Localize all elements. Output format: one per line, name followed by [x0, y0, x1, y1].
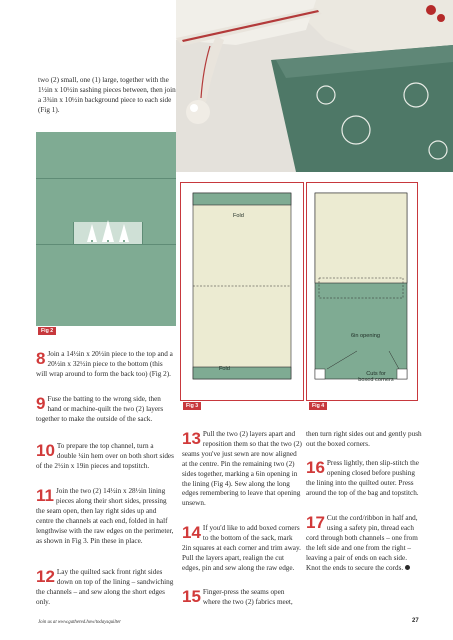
fig2-diagram — [36, 132, 176, 338]
fig2-label: Fig 2 — [38, 327, 56, 335]
step-10 — [36, 442, 174, 472]
fig3-fold-top-label: Fold — [233, 213, 244, 219]
step-number: 13 — [182, 429, 201, 448]
figure-3 — [180, 182, 304, 409]
step-17 — [306, 514, 422, 573]
step-text: Finger-press the seams open where the two (2) fabrics meet, — [202, 588, 293, 606]
fig4-opening-label: 6in opening — [351, 333, 380, 339]
step-text: Press lightly, then slip-stitch the opening closed before pushing the lining into the quilted outer. Press around the top of the bag and topstitch. — [306, 459, 419, 497]
step-11 — [36, 487, 174, 546]
step-text: Pull the two (2) layers apart and reposition them so that the two (2) seams you've just sewn are now aligned at the centre. Pin the remaining two (2) sides together, marking a 6in opening in the lining (Fig 4). Sew along the long edges remembering to leave that opening unsewn. — [182, 430, 302, 508]
step-text: Join a 14½in x 20½in piece to the top and a 20½in x 32½in piece to the bottom (this will wrap around to form the back too) (Fig 2). — [36, 350, 173, 378]
step-number: 12 — [36, 567, 55, 586]
product-photo — [176, 0, 453, 172]
step-number: 8 — [36, 349, 46, 368]
intro-paragraph: two (2) small, one (1) large, together with the 1½in x 10½in sashing pieces between, then join a 3¾in x 10½in background piece to each side (Fig 1). — [38, 76, 176, 114]
step-number: 15 — [182, 587, 201, 606]
step-15-continued — [306, 430, 422, 450]
step-16 — [306, 459, 422, 499]
step-14 — [182, 524, 302, 574]
step-number: 10 — [36, 441, 55, 460]
step-8 — [36, 350, 174, 380]
step-number: 14 — [182, 523, 201, 542]
fig4-cuts-line1: Cuts for — [366, 371, 386, 377]
step-15 — [182, 588, 302, 608]
end-mark-icon — [405, 565, 410, 570]
step-text: To prepare the top channel, turn a double ¼in hem over on both short sides of the 2½in x 19in pieces and topstitch. — [36, 442, 174, 470]
footer-url: Join us at www.gathered.how/todaysquilter — [38, 620, 122, 625]
fig4-cuts-line2: boxed corners — [358, 377, 394, 383]
page-number: 27 — [412, 618, 419, 624]
figure-2 — [36, 132, 176, 338]
step-number: 17 — [306, 513, 325, 532]
step-text: Cut the cord/ribbon in half and, using a safety pin, thread each cord through both channels – one from the left side and one from the right – leaving a pair of ends on each side. Knot the ends to secure the cords. — [306, 514, 418, 572]
sack-photo-illustration — [176, 0, 453, 172]
step-text: Join the two (2) 14½in x 28½in lining pieces along their short sides, pressing the seam open, then lay right sides up and centre the channels at each end, folded in half lengthwise with the raw edges on the perimeter, as shown in Fig 3. Pin these in place. — [36, 487, 174, 545]
step-number: 11 — [36, 486, 54, 505]
step-text: then turn right sides out and gently push out the boxed corners. — [306, 430, 422, 448]
fig3-fold-bottom-label: Fold — [219, 366, 230, 372]
step-text: Lay the quilted sack front right sides down on top of the lining – sandwiching the channels – and sew along the short edges only. — [36, 568, 174, 606]
fig4-cuts-label — [351, 371, 401, 383]
fig4-label: Fig 4 — [309, 402, 327, 410]
step-number: 16 — [306, 458, 325, 477]
step-13 — [182, 430, 302, 509]
step-number: 9 — [36, 394, 46, 413]
step-12 — [36, 568, 174, 608]
figure-4 — [306, 182, 418, 409]
step-text: If you'd like to add boxed corners to the bottom of the sack, mark 2in squares at each corner and trim away. Pull the layers apart, realign the cut edges, pin and sew along the raw edge. — [182, 524, 301, 572]
fig3-label: Fig 3 — [183, 402, 201, 410]
fig4-diagram — [307, 183, 417, 389]
step-text: Fuse the batting to the wrong side, then hand or machine-quilt the two (2) layers together to make the outside of the sack. — [36, 395, 164, 423]
step-9 — [36, 395, 174, 425]
